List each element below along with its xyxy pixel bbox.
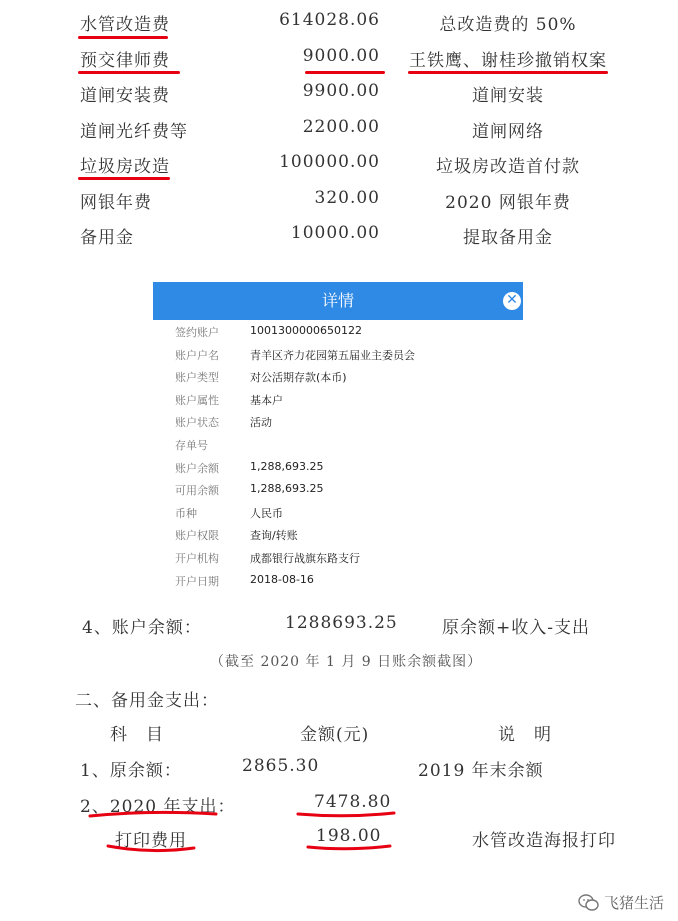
expense-amount: 9000.00 (302, 45, 380, 66)
expense-note: 道闸网络 (472, 121, 544, 142)
dialog-field (153, 482, 523, 504)
field-value: 基本户 (250, 393, 283, 407)
section-heading: 二、备用金支出： (75, 691, 219, 711)
expense-amount: 100000.00 (279, 152, 380, 172)
expense-amount: 614028.06 (279, 10, 380, 30)
row-original-item: 1、原余额： (80, 761, 182, 781)
field-value: 成都银行战旗东路支行 (250, 552, 360, 565)
row-2020-item: 2、2020 年支出： (80, 797, 236, 817)
expense-item: 道闸安装费 (80, 86, 170, 106)
header-desc: 说 明 (498, 725, 552, 745)
underline-print-amount (306, 842, 392, 854)
wechat-icon (578, 894, 600, 912)
balance-formula: 原余额+收入-支出 (442, 618, 590, 638)
header-subject: 科 目 (110, 725, 164, 745)
dialog-title: 详情 (321, 291, 354, 310)
header-amount: 金额(元) (300, 725, 370, 745)
dialog-field (153, 414, 523, 436)
expense-note: 总改造费的 50% (439, 15, 577, 35)
expense-note: 2020 网银年费 (445, 192, 571, 213)
field-label: 存单号 (175, 439, 208, 452)
field-value: 对公活期存款(本币) (250, 371, 347, 385)
field-value: 1001300000650122 (250, 324, 362, 337)
field-value: 活动 (250, 416, 272, 430)
watermark (578, 892, 664, 913)
expense-note: 道闸安装 (472, 86, 544, 106)
expense-item: 备用金 (80, 228, 134, 248)
expense-row (0, 6, 678, 40)
field-label: 账户余额 (175, 461, 219, 475)
field-label: 开户日期 (175, 574, 219, 588)
field-label: 账户状态 (175, 416, 219, 430)
dialog-field (153, 460, 523, 482)
row-2020-amount: 7478.80 (314, 792, 392, 812)
dialog-header (153, 282, 523, 320)
expense-amount: 2200.00 (302, 116, 380, 137)
close-icon[interactable]: ✕ (503, 292, 521, 310)
expense-item: 道闸光纤费等 (80, 121, 188, 142)
field-label: 账户类型 (175, 371, 219, 385)
dialog-field (153, 550, 523, 572)
field-label: 可用余额 (175, 484, 219, 498)
row-print-note: 水管改造海报打印 (472, 831, 616, 851)
expense-amount: 10000.00 (290, 223, 380, 243)
field-value: 1,288,693.25 (250, 482, 324, 496)
underline-item-5 (78, 177, 170, 180)
expense-note: 王铁鹰、谢桂珍撤销权案 (409, 50, 607, 71)
dialog-field (153, 527, 523, 549)
expense-row (0, 219, 678, 253)
underline-item-1 (78, 36, 168, 39)
dialog-field (153, 437, 523, 459)
field-label: 开户机构 (175, 552, 219, 565)
field-value: 人民币 (250, 506, 283, 520)
field-value: 青羊区齐力花园第五届业主委员会 (250, 348, 415, 362)
field-label: 签约账户 (175, 326, 219, 339)
dialog-field (153, 347, 523, 369)
expense-amount: 320.00 (314, 187, 380, 208)
expense-row (0, 113, 678, 147)
row-print-amount: 198.00 (316, 826, 382, 846)
expense-item: 垃圾房改造 (80, 157, 170, 177)
expense-note: 垃圾房改造首付款 (436, 157, 580, 177)
underline-print-item (106, 842, 196, 856)
field-label: 账户户名 (175, 348, 219, 362)
underline-2020-item (88, 808, 218, 820)
expense-item: 水管改造费 (80, 15, 170, 35)
underline-note-2 (408, 71, 608, 74)
field-value: 查询/转账 (250, 529, 298, 543)
expense-item: 预交律师费 (80, 50, 170, 71)
balance-amount: 1288693.25 (285, 613, 398, 633)
expense-row (0, 77, 678, 111)
watermark-text: 飞猪生活 (603, 894, 664, 912)
dialog-field (153, 369, 523, 391)
expense-row (0, 184, 678, 218)
account-detail-dialog (153, 282, 523, 606)
dialog-field (153, 324, 523, 346)
field-label: 账户权限 (175, 529, 219, 543)
expense-item: 网银年费 (80, 192, 152, 213)
row-original-amount: 2865.30 (242, 756, 320, 776)
underline-amount-2 (305, 71, 385, 74)
dialog-field (153, 505, 523, 527)
row-original-note: 2019 年末余额 (418, 761, 544, 781)
field-value: 1,288,693.25 (250, 459, 324, 473)
dialog-field (153, 573, 523, 595)
expense-amount: 9900.00 (302, 81, 380, 101)
field-label: 币种 (175, 506, 197, 520)
expense-note: 提取备用金 (463, 228, 553, 248)
dialog-field (153, 392, 523, 414)
field-label: 账户属性 (175, 393, 219, 407)
underline-item-2 (78, 71, 180, 74)
field-value: 2018-08-16 (250, 572, 314, 586)
balance-caption: （截至 2020 年 1 月 9 日账余额截图） (210, 654, 483, 670)
underline-2020-amount (296, 808, 396, 820)
row-print-item: 打印费用 (115, 831, 187, 851)
balance-label: 4、账户余额： (82, 618, 202, 638)
